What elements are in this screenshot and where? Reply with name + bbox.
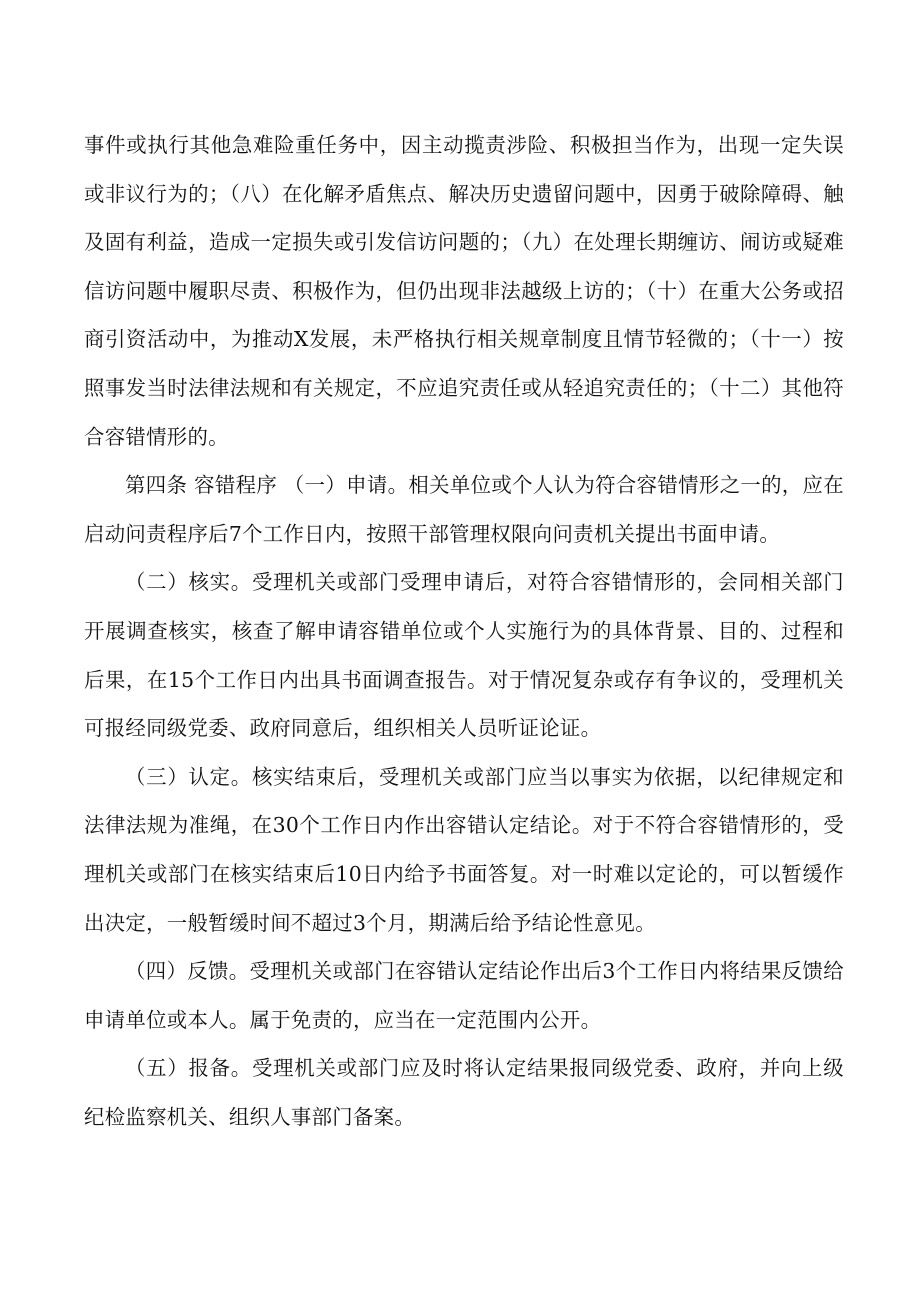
paragraph-verification: （二）核实。受理机关或部门受理申请后，对符合容错情形的，会同相关部门开展调查核实，核查了解申请容错单位或个人实施行为的具体背景、目的、过程和后果，在15个工作日内出具书面调查报告。对于情况复杂或存有争议的，受理机关可报经同级党委、政府同意后，组织相关人员听证论证。 [84,570,844,741]
paragraph-filing: （五）报备。受理机关或部门应及时将认定结果报同级党委、政府，并向上级纪检监察机关、组织人事部门备案。 [84,1056,844,1129]
paragraph-article-4: 第四条 容错程序 （一）申请。相关单位或个人认为符合容错情形之一的，应在启动问责程序后7个工作日内，按照干部管理权限向问责机关提出书面申请。 [84,473,844,546]
paragraph-continuation: 事件或执行其他急难险重任务中，因主动揽责涉险、积极担当作为，出现一定失误或非议行为的；（八）在化解矛盾焦点、解决历史遗留问题中，因勇于破除障碍、触及固有利益，造成一定损失或引发信访问题的；（九）在处理长期缠访、闹访或疑难信访问题中履职尽责、积极作为，但仍出现非法越级上访的；（十）在重大公务或招商引资活动中，为推动X发展，未严格执行相关规章制度且情节轻微的；（十一）按照事发当时法律法规和有关规定，不应追究责任或从轻追究责任的；（十二）其他符合容错情形的。 [84,133,844,449]
paragraph-determination: （三）认定。核实结束后，受理机关或部门应当以事实为依据，以纪律规定和法律法规为准绳，在30个工作日内作出容错认定结论。对于不符合容错情形的，受理机关或部门在核实结束后10日内给予书面答复。对一时难以定论的，可以暂缓作出决定，一般暂缓时间不超过3个月，期满后给予结论性意见。 [84,764,844,935]
paragraph-feedback: （四）反馈。受理机关或部门在容错认定结论作出后3个工作日内将结果反馈给申请单位或本人。属于免责的，应当在一定范围内公开。 [84,959,844,1032]
